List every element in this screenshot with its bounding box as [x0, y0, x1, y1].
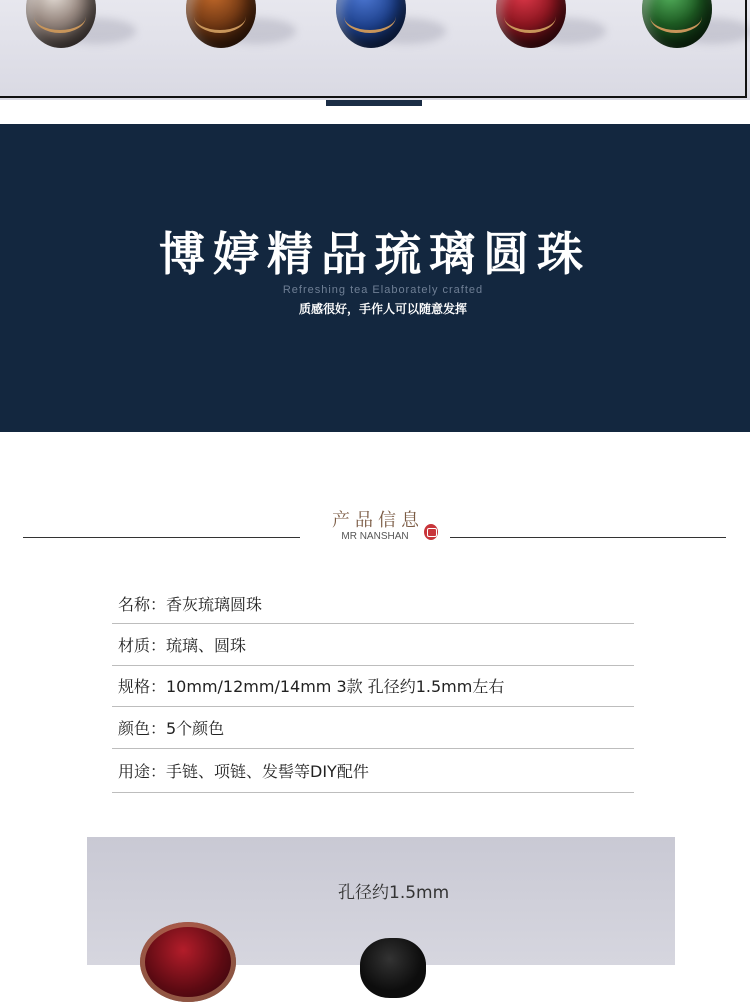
- divider-right: [450, 537, 726, 538]
- spec-row-name: 名称：香灰琉璃圆珠: [112, 584, 634, 624]
- bead-small-image: [360, 938, 426, 998]
- photo-caption: 孔径约1.5mm: [338, 883, 450, 903]
- divider-left: [23, 537, 300, 538]
- image-frame: [0, 0, 747, 98]
- section-subtitle: MR NANSHAN: [341, 531, 409, 542]
- banner-subtitle-en: Refreshing tea Elaborately crafted: [282, 284, 484, 296]
- spec-row-color: 颜色：5个颜色: [112, 707, 634, 749]
- spec-row-size: 规格：10mm/12mm/14mm 3款 孔径约1.5mm左右: [112, 666, 634, 708]
- banner-subtitle-cn: 质感很好，手作人可以随意发挥: [298, 302, 467, 316]
- banner-title: 博婷精品琉璃圆珠: [159, 227, 591, 281]
- tab-marker: [326, 100, 422, 106]
- seal-stamp-icon: [424, 524, 438, 540]
- spec-row-usage: 用途：手链、项链、发髻等DIY配件: [112, 749, 634, 793]
- spec-row-material: 材质：琉璃、圆珠: [112, 624, 634, 666]
- section-title: 产品信息: [332, 510, 424, 531]
- bead-large-image: [140, 922, 236, 1002]
- spec-list: [112, 584, 634, 793]
